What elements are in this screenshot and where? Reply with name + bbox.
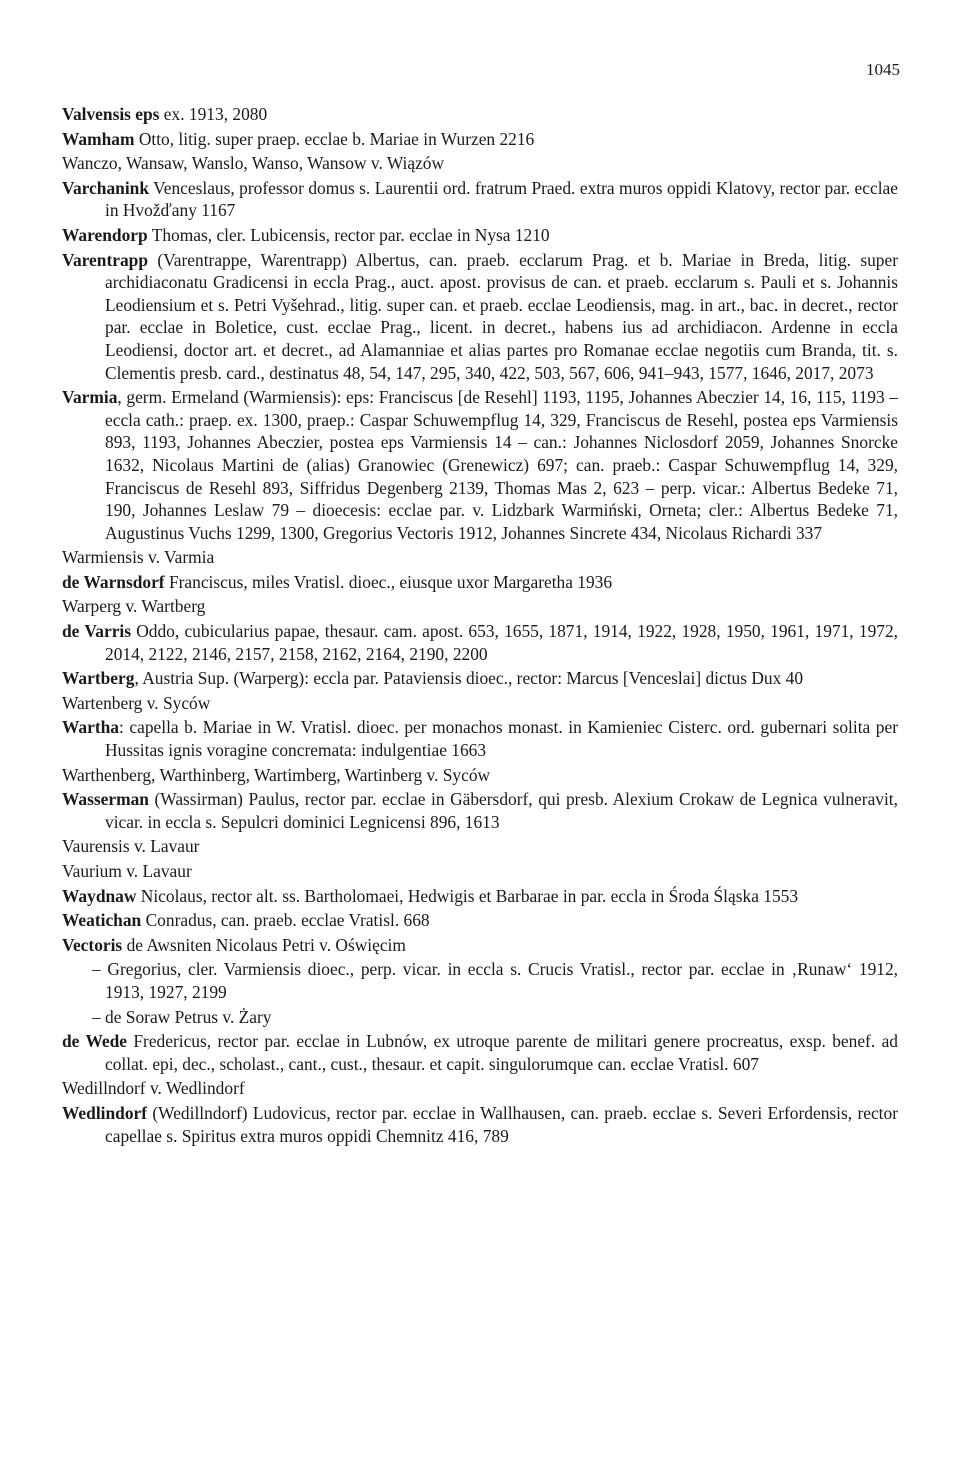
entry-text: Wedillndorf v. Wedlindorf	[62, 1078, 245, 1099]
index-entry	[62, 546, 898, 569]
sub-entry	[92, 958, 898, 1003]
index-entry	[62, 1030, 898, 1075]
entry-text: Warmiensis v. Varmia	[62, 547, 215, 568]
entry-headword: Varris	[84, 621, 132, 642]
index-entry	[62, 692, 898, 715]
entry-headword: Weatichan	[62, 910, 142, 931]
page-number: 1045	[866, 60, 900, 79]
index-entry	[62, 152, 898, 175]
index-entry	[62, 620, 898, 665]
entry-text: Oddo, cubicularius papae, thesaur. cam. apost. 653, 1655, 1871, 1914, 1922, 1928, 1950, 1961, 1971, 1972, 2014, 2122, 2146, 2157, 2158, 2162, 2164, 2190, 2200	[105, 621, 898, 664]
index-entry	[62, 835, 898, 858]
entry-headword: Varentrapp	[62, 249, 149, 270]
entry-text: Warperg v. Wartberg	[62, 596, 206, 617]
entry-text: – de Soraw Petrus v. Żary	[92, 1006, 272, 1027]
entry-text: de Awsniten Nicolaus Petri v. Oświęcim	[122, 934, 406, 955]
entry-text: (Wedillndorf) Ludovicus, rector par. ecclae in Wallhausen, can. praeb. ecclae s. Severi Erfordensis, rector capellae s. Spiritus extra muros oppidi Chemnitz 416, 789	[105, 1102, 898, 1146]
entry-text: Thomas, cler. Lubicensis, rector par. ecclae in Nysa 1210	[147, 224, 550, 245]
index-entry	[62, 595, 898, 618]
index-entry	[62, 667, 898, 690]
index-entry	[62, 571, 898, 594]
entry-headword: Varchanink	[62, 177, 149, 198]
index-entry	[62, 934, 898, 957]
index-entry	[62, 1077, 898, 1100]
entry-headword: Warnsdorf	[83, 571, 165, 592]
index-entry	[62, 1102, 898, 1147]
sub-entry	[92, 1006, 898, 1029]
entry-text: Vaurium v. Lavaur	[62, 861, 192, 881]
index-entry	[62, 909, 898, 932]
entry-text: Venceslaus, professor domus s. Laurentii ord. fratrum Praed. extra muros oppidi Klatovy, rector par. ecclae in Hvožďany 1167	[105, 177, 898, 221]
entry-text: Conradus, can. praeb. ecclae Vratisl. 668	[141, 910, 430, 931]
entry-prefix: de	[62, 621, 85, 642]
index-entry	[62, 177, 898, 222]
entry-text: , germ. Ermeland (Warmiensis): eps: Franciscus [de Resehl] 1193, 1195, Johannes Abeczier 14, 16, 115, 1193 – eccla cath.: praep. ex. 1300, praep.: Caspar Schuwempflug 14, 329, Franciscus de Resehl, postea eps Varmiensis 893, 1193, Johannes Abeczier, postea eps Varmiensis 14 – can.: Johannes Niclosdorf 2059, Johannes Snorcke 1632, Nicolaus Martini de (alias) Granowiec (Grenewicz) 697; can. praeb.: Caspar Schuwempflug 14, 329, Franciscus de Resehl 893, Siffridus Degenberg 2139, Thomas Mas 2, 623 – perp. vicar.: Albertus Bedeke 71, 190, Johannes Leslaw 79 – dioecesis: ecclae par. v. Lidzbark Warmiński, Orneta; cler.: Albertus Bedeke 71, Augustinus Vuchs 1299, 1300, Gregorius Vectoris 1912, Johannes Sincrete 434, Nicolaus Richardi 337	[105, 387, 898, 543]
entry-headword: Vectoris	[62, 934, 123, 955]
entry-headword: Varmia	[62, 387, 118, 408]
entry-prefix: de	[62, 571, 84, 592]
index-entry	[62, 788, 898, 833]
entry-text: Otto, litig. super praep. ecclae b. Mariae in Wurzen 2216	[134, 128, 535, 149]
index-entry	[62, 885, 898, 908]
entry-text: : capella b. Mariae in W. Vratisl. dioec. per monachos monast. in Kamieniec Cisterc. ord. gubernari solita per Hussitas ignis voragine concremata: indulgentiae 1663	[105, 717, 898, 761]
entry-headword: Wamham	[62, 128, 135, 149]
entry-text: Fredericus, rector par. ecclae in Lubnów, ex utroque parente de militari genere procreatus, exsp. benef. ad collat. epi, dec., scholast., cant., cust., thesaur. et capit. singulorumque can. ecclae Vratisl. 607	[105, 1031, 898, 1074]
entry-headword: Wedlindorf	[62, 1102, 148, 1123]
entry-text: Franciscus, miles Vratisl. dioec., eiusque uxor Margaretha 1936	[164, 571, 613, 592]
entry-headword: Wede	[85, 1031, 127, 1052]
index-entry	[62, 128, 898, 151]
index-entry	[62, 764, 898, 787]
entry-list	[62, 103, 898, 1149]
entry-text: (Varentrappe, Warentrapp) Albertus, can. praeb. ecclarum Prag. et b. Mariae in Breda, litig. super archidiaconatu Gradicensi in eccla Prag., auct. apost. provisus de can. et praeb. ecclarum s. Pauli et s. Johannis Leodiensium et s. Petri Vyšehrad., litig. super can. et praeb. ecclae Leodiensis, mag. in art., bac. in decret., rector par. ecclae in Boletice, cust. ecclae Prag., licent. in decret., habens ius ad archidiacon. Ardenne in eccla Leodiensi, doctor art. et decret., ad Alamanniae et alias partes pro Romanae ecclae negotiis cum Branda, tit. s. Clementis presb. card., destinatus 48, 54, 147, 295, 340, 422, 503, 567, 606, 941–943, 1577, 1646, 2017, 2073	[105, 249, 898, 383]
entry-text: Nicolaus, rector alt. ss. Bartholomaei, Hedwigis et Barbarae in par. eccla in Środa Śląska 1553	[136, 885, 799, 906]
entry-text: , Austria Sup. (Warperg): eccla par. Pataviensis dioec., rector: Marcus [Venceslai] dictus Dux 40	[134, 668, 804, 689]
entry-headword: Wartha	[62, 717, 120, 738]
index-entry	[62, 224, 898, 247]
index-entry	[62, 860, 898, 883]
entry-text: ex. 1913, 2080	[159, 104, 268, 124]
entry-text: – Gregorius, cler. Varmiensis dioec., perp. vicar. in eccla s. Crucis Vratisl., rector par. ecclae in ‚Runaw‘ 1912, 1913, 1927, 2199	[92, 959, 898, 1002]
entry-text: Wartenberg v. Syców	[62, 692, 211, 713]
index-entry	[62, 386, 898, 544]
index-entry	[62, 716, 898, 761]
entry-headword: Valvensis eps	[62, 104, 160, 124]
entry-text: (Wassirman) Paulus, rector par. ecclae in Gäbersdorf, qui presb. Alexium Crokaw de Legnica vulneravit, vicar. in eccla s. Sepulcri dominici Legnicensi 896, 1613	[105, 789, 898, 832]
entry-text: Warthenberg, Warthinberg, Wartimberg, Wartinberg v. Syców	[62, 764, 491, 785]
entry-text: Vaurensis v. Lavaur	[62, 836, 200, 857]
entry-prefix: de	[62, 1031, 86, 1052]
entry-text: Wanczo, Wansaw, Wanslo, Wanso, Wansow v. Wiązów	[62, 153, 445, 174]
entry-headword: Waydnaw	[62, 885, 137, 906]
index-entry	[62, 249, 898, 385]
entry-headword: Warendorp	[62, 224, 148, 245]
entry-headword: Wasserman	[62, 789, 149, 810]
index-entry	[62, 103, 898, 126]
entry-headword: Wartberg	[62, 668, 135, 689]
